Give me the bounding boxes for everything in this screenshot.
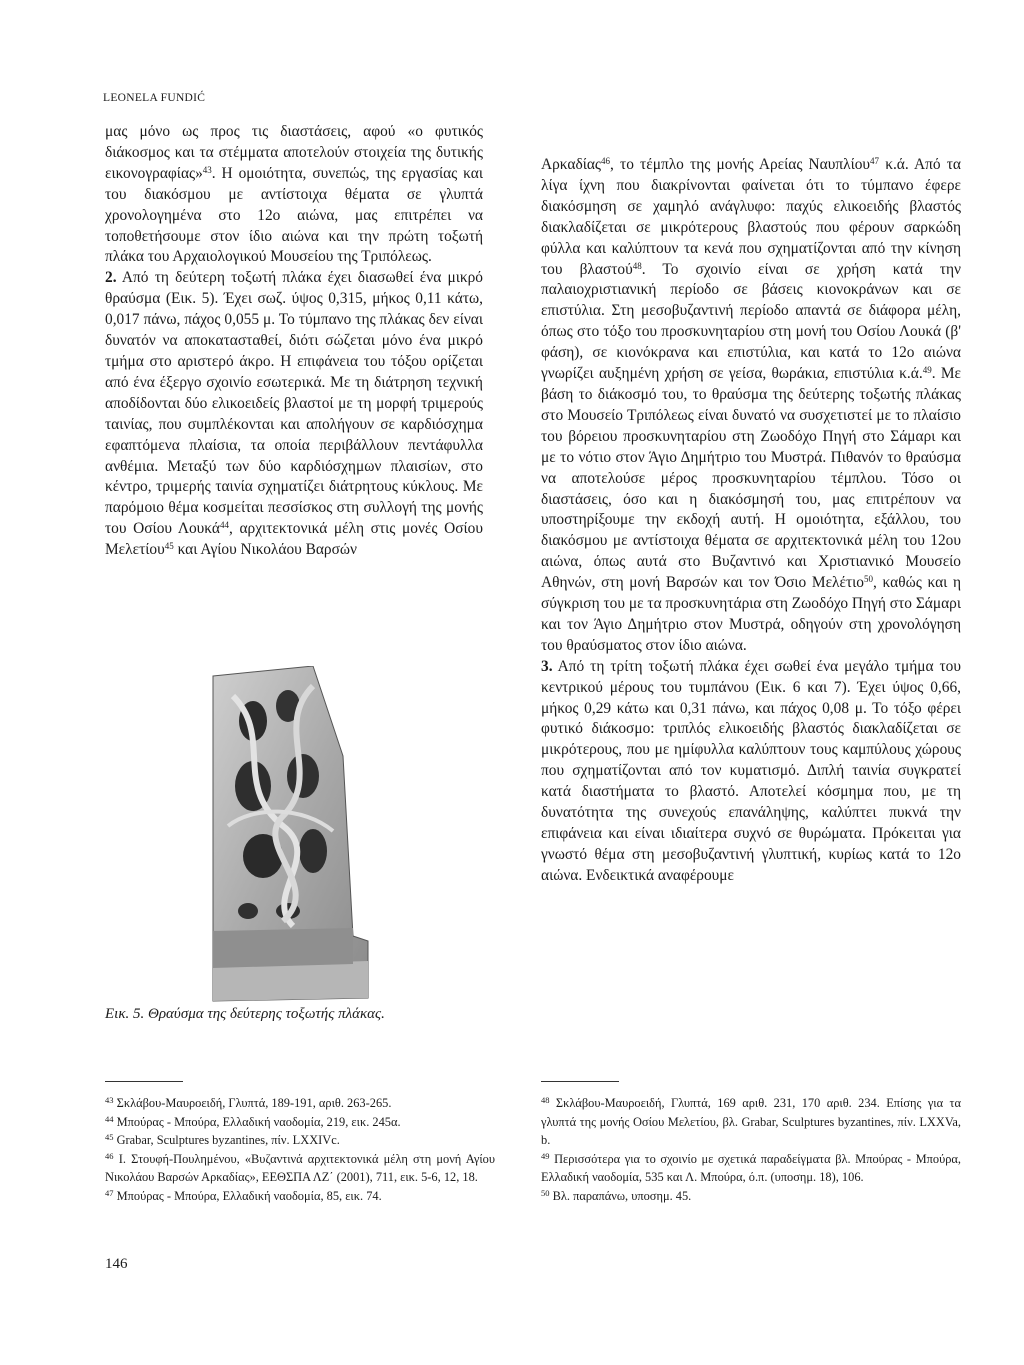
left-column [105, 122, 483, 561]
footnote-ref[interactable]: 50 [864, 574, 873, 585]
figure-fragment-photo [193, 666, 389, 1006]
footnote: $^{49}$ Περισσότερα για το σχοινίο με σχετικά παραδείγματα βλ. Μπούρας - Μπούρα, Ελλαδική ναοδομία, 535 και Λ. Μπούρα, ό.π. (υποσημ. 18), 106. [541, 1150, 961, 1185]
running-head: LEONELA FUNDIĆ [103, 92, 206, 104]
paragraph: 2. Από τη δεύτερη τοξωτή πλάκα έχει διασωθεί ένα μικρό θραύσμα (Εικ. 5). Έχει σωζ. ύψος 0,315, μήκος 0,11 κάτω, 0,017 πάνω, πάχος 0,055 μ. Το τύμπανο της πλάκας δεν είναι δυνατόν να αποκατασταθεί, διότι σώζεται μόνο ένα μικρό τμήμα στο αριστερό άκρο. Η επιφάνεια του τόξου ορίζεται από ένα έξεργο σχοινίο εσωτερικά. Με τη διάτρηση τεχνική αποδίδονται δύο ελικοειδείς βλαστοί με τη μορφή τριμερούς ταινίας, που συμπλέκονται και απολήγουν σε καρδιόσχημα εφαπτόμενα πλαίσια, τα οποία περιβάλλουν πεντάφυλλα ανθέμια. Μεταξύ των δύο καρδιόσχημων πλαισίων, στο κέντρο, τριμερής ταινία σχηματίζει διάτρητους κύκλους. Με παρόμοιο θέμα κοσμείται πεσσίσκος στη συλλογή της μονής του Οσίου Λουκά$^{44}$, αρχιτεκτονικά μέλη στις μονές Οσίου Μελετίου$^{45}$ και Αγίου Νικολάου Βαρσών [105, 269, 483, 559]
footnote-ref[interactable]: 49 [922, 365, 932, 376]
footnote: $^{47}$ Μπούρας - Μπούρα, Ελλαδική ναοδομία, 85, εικ. 74. [105, 1187, 382, 1203]
footnote-rule [541, 1081, 619, 1082]
footnote: $^{44}$ Μπούρας - Μπούρα, Ελλαδική ναοδομία, 219, εικ. 245α. [105, 1113, 401, 1129]
footnote-ref[interactable]: 47 [870, 156, 880, 166]
footnote-ref[interactable]: 43 [202, 164, 212, 175]
footnote-ref[interactable]: 45 [164, 541, 174, 552]
figure-caption: Εικ. 5. Θραύσμα της δεύτερης τοξωτής πλάκας. [105, 1006, 385, 1022]
footnote: $^{43}$ Σκλάβου-Μαυροειδή, Γλυπτά, 189-191, αριθ. 263-265. [105, 1095, 392, 1110]
footnote-ref[interactable]: 46 [601, 156, 611, 166]
paragraph: Αρκαδίας$^{46}$, το τέμπλο της μονής Αρείας Ναυπλίου$^{47}$ κ.ά. Από τα λίγα ίχνη που διακρίνονται φαίνεται ότι το τύμπανο έφερε διακόσμηση σε χαμηλό ανάγλυφο: παχύς ελικοειδής βλαστός διακλαδίζεται σε μικρότερους βλαστούς που φέρουν σαρκώδη φύλλα και καλύπτουν τα κενά που σχηματίζονται από την κίνηση του βλαστού$^{48}$. Το σχοινίο είναι σε χρήση κατά την παλαιοχριστιανική περίοδο σε βάσεις κιονοκράνων και σε επιστύλια. Στη μεσοβυζαντινή περίοδο απαντά σε διάφορα μέλη, όπως στο τόξο του προσκυνηταρίου στη μονή του Οσίου Λουκά (β' φάση), σε κιονόκρανα και επιστύλια, και κατά το 12ο αιώνα γνωρίζει αυξημένη χρήση σε γείσα, θωράκια, επιστύλια κ.ά.$^{49}$. Με βάση το διάκοσμό του, το θραύσμα της δεύτερης τοξωτής πλάκας στο Μουσείο Τριπόλεως είναι δυνατό να συσχετιστεί με το πλαίσιο του βόρειου προσκυνηταρίου στη Ζωοδόχο Πηγή στο Σάμαρι και με το νότιο στον Άγιο Δημήτριο του Μυστρά. Πιθανόν το θραύσμα να αποτελούσε μέρος προσκυνηταρίου τέμπλου. Τόσο οι διαστάσεις, όσο και η διακόσμησή του, μας επιτρέπουν να υποστηρίξουμε την εκδοχή αυτή. Η ομοιότητα, εξάλλου, του διακόσμου με αντίστοιχα θέματα σε αρχιτεκτονικά μέλη του 12ου αιώνα, όπως αυτά στο Βυζαντινό και Χριστιανικό Μουσείο Αθηνών, στη μονή Βαρσών και τον Όσιο Μελέτιο$^{50}$, καθώς και η σύγκριση του με τα προσκυνητάρια στη Ζωοδόχο Πηγή στο Σάμαρι και τον Άγιο Δημήτριο στον Μυστρά, οδηγούν στη χρονολόγηση του θραύσματος στον ίδιο αιώνα. [541, 156, 962, 654]
section-number: 3. [541, 657, 553, 675]
footnote: $^{46}$ Ι. Στουφή-Πουλημένου, «Βυζαντινά αρχιτεκτονικά μέλη στη μονή Αγίου Νικολάου Βαρσών Αρκαδίας», ΕΕΘΣΠΑ ΛΖ΄ (2001), 711, εικ. 5-6, 12, 18. [105, 1150, 495, 1185]
footnote-rule [105, 1081, 183, 1082]
footnote: $^{48}$ Σκλάβου-Μαυροειδή, Γλυπτά, 169 αριθ. 231, 170 αριθ. 234. Επίσης για τα γλυπτά της μονής Οσίου Μελετίου, βλ. Grabar, Sculptures byzantines, πίν. LXXVa, b. [541, 1095, 961, 1148]
paragraph: μας μόνο ως προς τις διαστάσεις, αφού «ο φυτικός διάκοσμος και τα στέμματα αποτελούν στοιχεία της δυτικής εικονογραφίας»$^{43}$. Η ομοιότητα, συνεπώς, της εργασίας και του διακόσμου με αντίστοιχα θέματα σε γλυπτά χρονολογημένα στο 12ο αιώνα, μας επιτρέπει να τοποθετήσουμε στον ίδιο αιώνα και την πρώτη τοξωτή πλάκα του Αρχαιολογικού Μουσείου της Τριπόλεως. [105, 123, 483, 266]
footnotes-left [105, 1094, 495, 1206]
footnote: $^{45}$ Grabar, Sculptures byzantines, πίν. LXXIVc. [105, 1132, 340, 1148]
footnote: $^{50}$ Βλ. παραπάνω, υποσημ. 45. [541, 1187, 692, 1203]
footnote-ref[interactable]: 44 [219, 520, 229, 531]
footnotes-right [541, 1094, 961, 1206]
right-column [541, 155, 961, 887]
page-number: 146 [105, 1256, 128, 1272]
paragraph: 3. Από τη τρίτη τοξωτή πλάκα έχει σωθεί ένα μεγάλο τμήμα του κεντρικού μέρους του τυμπάνου (Εικ. 6 και 7). Έχει ύψος 0,66, μήκος 0,29 κάτω και 0,31 πάνω, και πάχος 0,08 μ. Το τόξο φέρει φυτικό διάκοσμο: τριπλός ελικοειδής βλαστός διακλαδίζεται σε μικρότερους, που με ημίφυλλα καλύπτουν τους καμπύλους χώρους που σχηματίζονται από τον κυματισμό. Διπλή ταινία συγκρατεί κατά διαστήματα το βλαστό. Αποτελεί κόσμημα που, με τη δυνατότητα της συνεχούς επανάληψης, καλύπτει πυκνά την επιφάνεια και είναι ιδιαίτερα συχνό σε θυρώματα. Πρόκειται για γνωστό θέμα στη μεσοβυζαντινή γλυπτική, κυρίως κατά το 12ο αιώνα. Ενδεικτικά αναφέρουμε [541, 657, 961, 884]
section-number: 2. [105, 269, 117, 287]
footnote-ref[interactable]: 48 [632, 260, 642, 271]
